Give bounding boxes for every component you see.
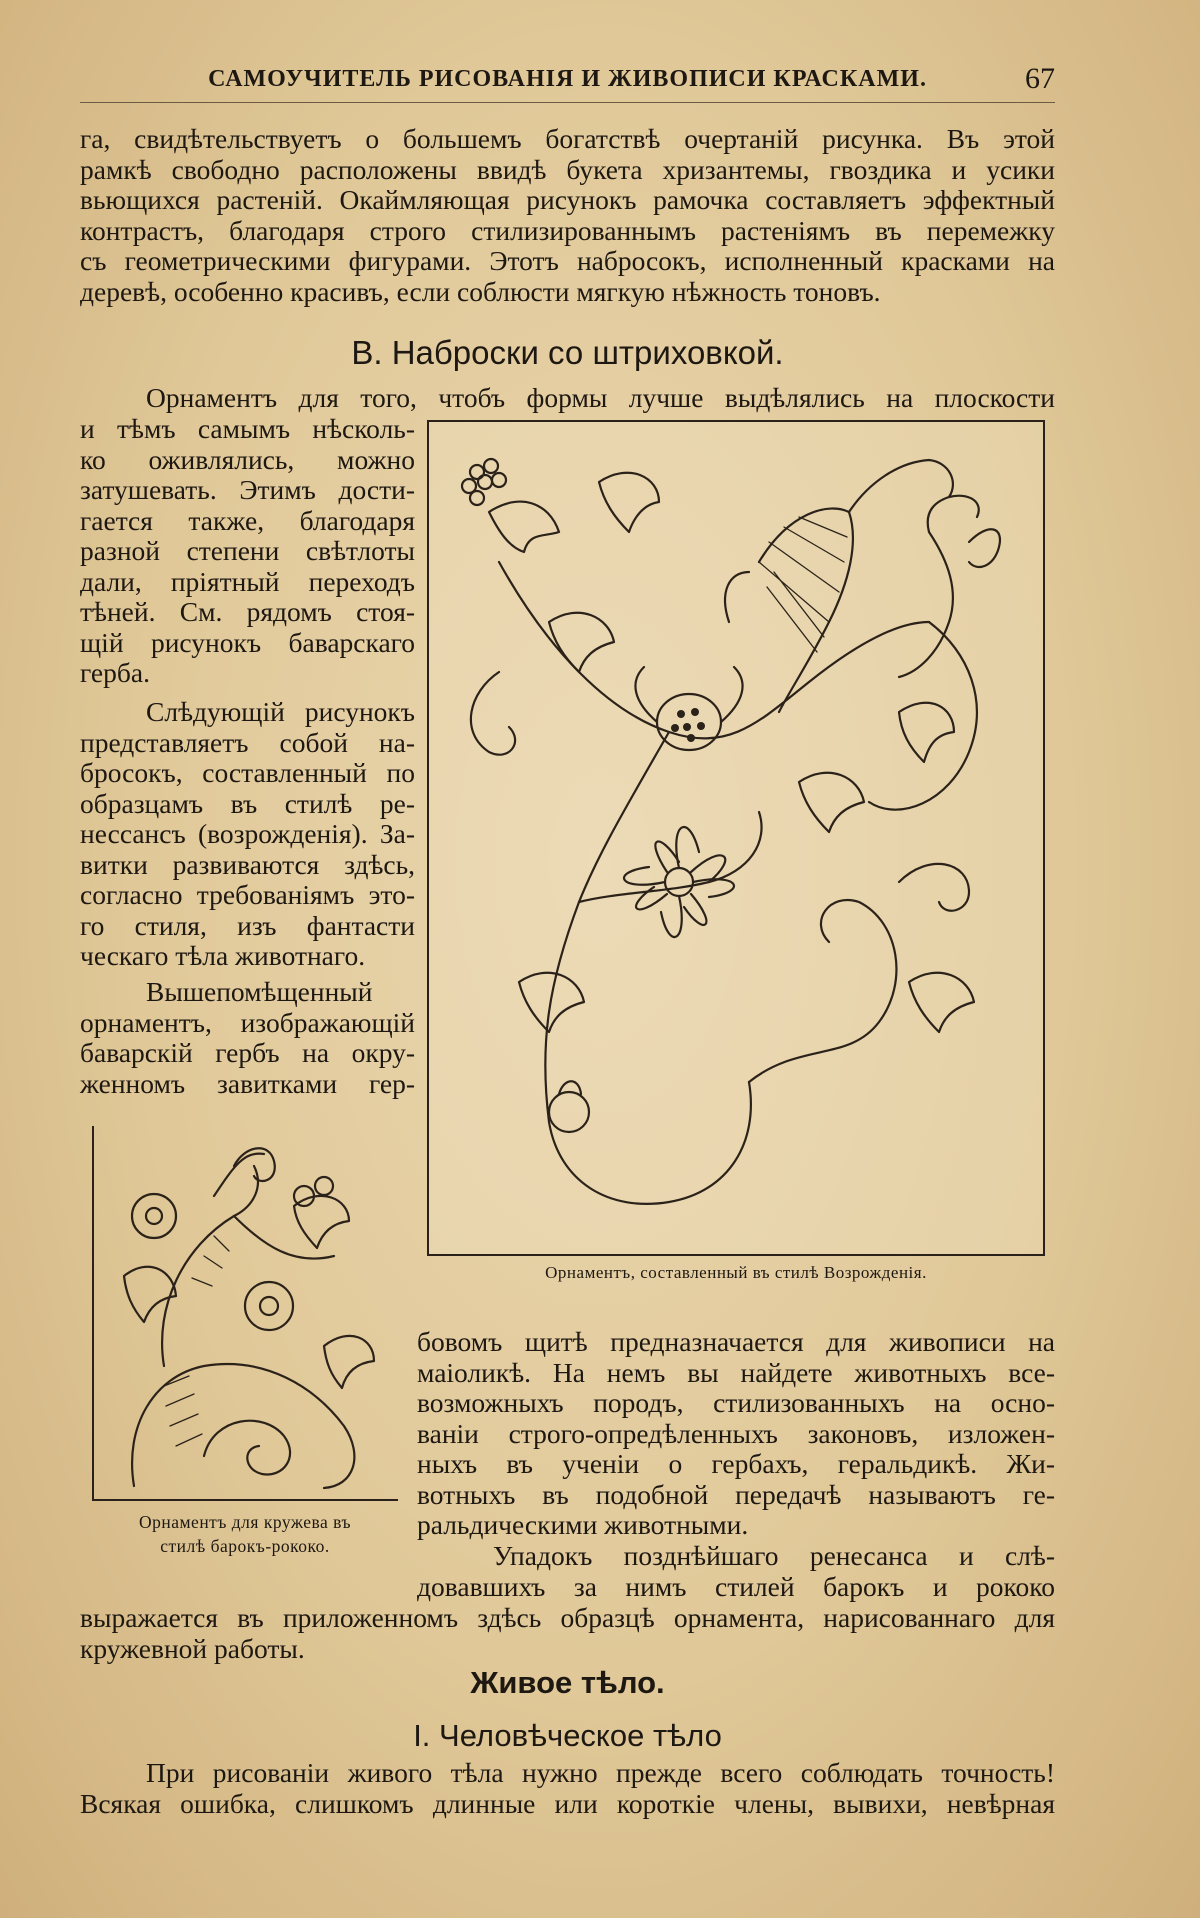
text-line: гается также, благодаря: [80, 504, 415, 536]
text-line: образцамъ въ стилѣ ре-: [80, 787, 415, 819]
text-line: бросокъ, составленный по: [80, 757, 415, 788]
text-line: ральдическими животными.: [417, 1509, 749, 1540]
text-line: витки развиваются здѣсь,: [80, 848, 415, 880]
text-line: Всякая ошибка, слишкомъ длинные или короткіе члены, вывихи, невѣрная: [80, 1787, 1055, 1819]
text-line: представляетъ собой на-: [80, 726, 415, 758]
text-line: ныхъ въ ученіи о гербахъ, геральдикѣ. Жи-: [417, 1448, 1055, 1479]
paragraph-above-placed: [80, 977, 415, 1099]
paragraph-shield: [417, 1327, 1055, 1541]
text-line: контрастъ, благодаря строго стилизированнымъ растеніямъ въ перемежку: [80, 214, 1055, 246]
text-line: га, свидѣтельствуетъ о большемъ богатствѣ очертаній рисунка. Въ этой: [80, 123, 1055, 154]
text-line: выражается въ приложенномъ здѣсь образцѣ орнамента, нарисованнаго для: [80, 1602, 1055, 1633]
text-line: съ геометрическими фигурами. Этотъ набросокъ, исполненный красками на: [80, 245, 1055, 276]
text-line: затушевать. Этимъ дости-: [80, 474, 415, 505]
paragraph-decline-first: [417, 1541, 1055, 1602]
text-line: Упадокъ позднѣйшаго ренесанса и слѣ-: [493, 1540, 1055, 1571]
text-line: го стиля, изъ фантасти: [80, 909, 415, 941]
main-figure-caption: Орнаментъ, составленный въ стилѣ Возрожденія.: [545, 1263, 927, 1282]
text-line: орнаментъ, изображающій: [80, 1006, 415, 1038]
lace-ornament-drawing: [94, 1126, 398, 1499]
caption-line: Орнаментъ для кружева въ: [138, 1512, 352, 1532]
section-heading-human-body: I. Человѣческое тѣло: [413, 1718, 722, 1753]
text-line: вотныхъ въ подобной передачѣ называютъ ге-: [417, 1478, 1055, 1510]
paragraph-final: [80, 1758, 1055, 1819]
text-line: ко оживлялись, можно: [80, 443, 415, 475]
text-line: Орнаментъ для того, чтобъ формы лучше выдѣлялись на плоскости: [146, 382, 1055, 413]
text-line: согласно требованіямъ это-: [80, 879, 415, 910]
text-line: женномъ завитками гер-: [80, 1067, 415, 1099]
text-line: рамкѣ свободно расположены ввидѣ букета хризантемы, гвоздика и усики: [80, 153, 1055, 185]
running-header: [80, 62, 1055, 103]
text-line: ваніи строго-опредѣленныхъ законовъ, изложен-: [417, 1417, 1055, 1449]
renaissance-ornament-figure: [427, 420, 1045, 1256]
text-line: При рисованіи живого тѣла нужно прежде всего соблюдать точность!: [146, 1757, 1055, 1788]
text-line: Слѣдующій рисунокъ: [146, 696, 415, 727]
section-heading-living-body: Живое тѣло.: [470, 1665, 665, 1700]
renaissance-ornament-drawing: [429, 422, 1043, 1254]
header-title: САМОУЧИТЕЛЬ РИСОВАНІЯ И ЖИВОПИСИ КРАСКАМИ.: [208, 66, 927, 92]
paragraph-decline-rest: [80, 1603, 1055, 1664]
lace-ornament-figure: [92, 1126, 398, 1501]
text-line: вьющихся растеній. Окаймляющая рисунокъ рамочка составляетъ эффектный: [80, 184, 1055, 215]
text-line: маіоликѣ. На немъ вы найдете животныхъ все-: [417, 1356, 1055, 1388]
text-line: щій рисунокъ баварскаго: [80, 626, 415, 658]
text-line: тѣней. См. рядомъ стоя-: [80, 596, 415, 627]
caption-line: стилѣ барокъ-рококо.: [160, 1536, 330, 1556]
text-line: и тѣмъ самымъ нѣсколь-: [80, 413, 415, 444]
text-line: деревѣ, особенно красивъ, если соблюсти мягкую нѣжность тоновъ.: [80, 275, 881, 307]
text-line: разной степени свѣтлоты: [80, 535, 415, 566]
text-line: баварскій гербъ на окру-: [80, 1037, 415, 1068]
page-number: 67: [1025, 62, 1055, 95]
paragraph-ornament-column: [80, 414, 415, 689]
text-line: возможныхъ породъ, стилизованныхъ на осно-: [417, 1387, 1055, 1418]
paragraph-ornament-first: [80, 383, 1055, 414]
paragraph-intro: [80, 124, 1055, 307]
small-figure-caption: [92, 1510, 398, 1558]
text-line: дали, пріятный переходъ: [80, 565, 415, 597]
section-heading-sketches: В. Наброски со штриховкой.: [351, 334, 784, 371]
text-line: ческаго тѣла животнаго.: [80, 940, 366, 971]
text-line: бовомъ щитѣ предназначается для живописи на: [417, 1326, 1055, 1357]
text-line: Вышепомѣщенный: [146, 976, 373, 1007]
paragraph-renaissance: [80, 697, 415, 972]
text-line: герба.: [80, 657, 150, 688]
text-line: кружевной работы.: [80, 1632, 305, 1664]
text-line: нессансъ (возрожденія). За-: [80, 818, 415, 849]
text-line: довавшихъ за нимъ стилей барокъ и рококо: [417, 1570, 1055, 1602]
